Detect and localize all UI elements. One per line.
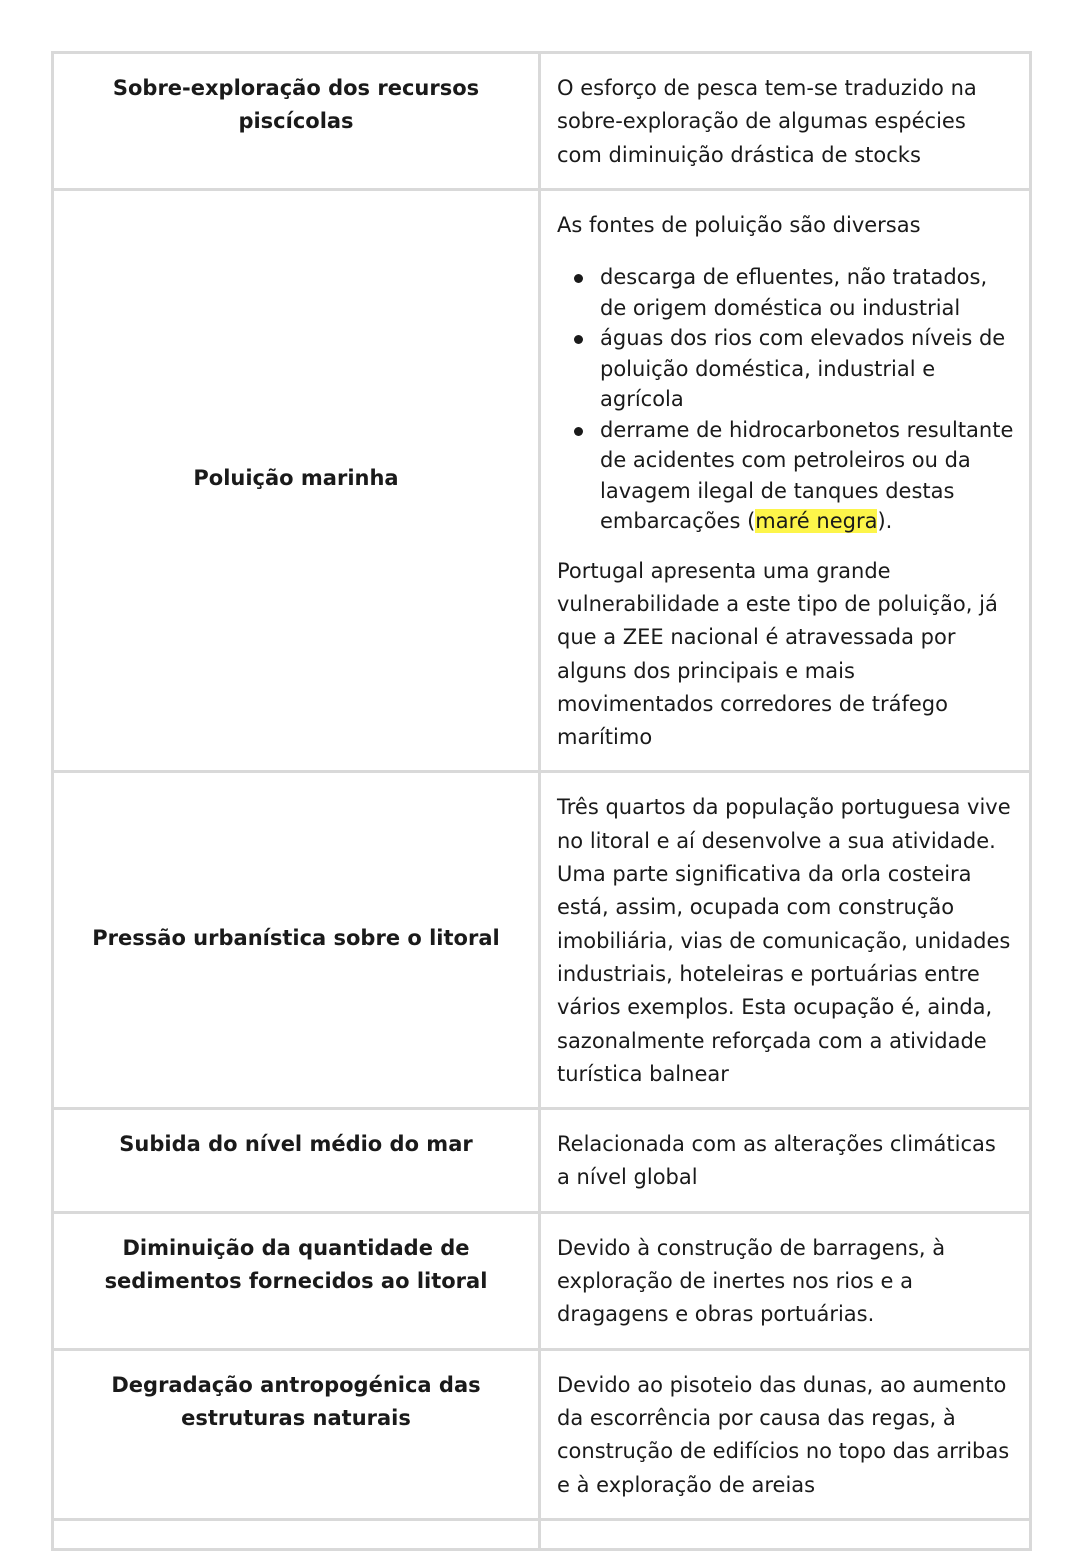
problem-label: Pressão urbanística sobre o litoral bbox=[92, 925, 500, 950]
list-item: descarga de efluentes, não tratados, de origem doméstica ou industrial bbox=[600, 262, 1015, 323]
description-text: O esforço de pesca tem-se traduzido na sobre-exploração de algumas espécies com diminuição drástica de stocks bbox=[557, 76, 977, 167]
table-row bbox=[53, 53, 1031, 190]
description-cell bbox=[540, 53, 1031, 190]
description-text: Relacionada com as alterações climáticas a nível global bbox=[557, 1132, 996, 1190]
pollution-sources-list bbox=[557, 262, 1015, 537]
description-cell bbox=[540, 189, 1031, 772]
problem-cell bbox=[53, 1349, 540, 1519]
description-cell bbox=[540, 1109, 1031, 1213]
description-cell bbox=[540, 772, 1031, 1109]
problem-label: Degradação antropogénica das estruturas naturais bbox=[111, 1372, 481, 1430]
problem-cell bbox=[53, 1109, 540, 1213]
list-item bbox=[600, 415, 1015, 537]
highlighted-term: maré negra bbox=[755, 509, 878, 534]
description-cell bbox=[540, 1349, 1031, 1519]
table-row bbox=[53, 1349, 1031, 1519]
table-row bbox=[53, 1212, 1031, 1349]
problem-cell-empty bbox=[53, 1519, 540, 1549]
description-text: Três quartos da população portuguesa vive no litoral e aí desenvolve a sua atividade. Uma parte significativa da orla costeira está, assim, ocupada com construção imobiliária, vias de comunicação, unidades industriais, hoteleiras e portuárias entre vários exemplos. Esta ocupação é, ainda, sazonalmente reforçada com a atividade turística balnear bbox=[557, 795, 1011, 1086]
list-item-text: derrame de hidrocarbonetos resultante de acidentes com petroleiros ou da lavagem ilegal de tanques destas embarcações ( bbox=[600, 417, 1014, 534]
description-outro: Portugal apresenta uma grande vulnerabilidade a este tipo de poluição, já que a ZEE nacional é atravessada por alguns dos principais e mais movimentados corredores de tráfego marítimo bbox=[557, 558, 998, 750]
problem-cell bbox=[53, 53, 540, 190]
table-row bbox=[53, 1109, 1031, 1213]
problem-cell bbox=[53, 189, 540, 772]
problem-label: Sobre-exploração dos recursos piscícolas bbox=[112, 76, 480, 133]
problem-label: Diminuição da quantidade de sedimentos fornecidos ao litoral bbox=[104, 1235, 488, 1293]
list-item-text-end: ). bbox=[877, 509, 893, 534]
coastal-problems-table bbox=[51, 51, 1032, 1551]
description-text: Devido à construção de barragens, à exploração de inertes nos rios e a dragagens e obras portuárias. bbox=[557, 1235, 946, 1327]
description-cell bbox=[540, 1212, 1031, 1349]
description-intro: As fontes de poluição são diversas bbox=[557, 212, 921, 237]
table-row bbox=[53, 772, 1031, 1109]
problem-cell bbox=[53, 772, 540, 1109]
list-item: águas dos rios com elevados níveis de poluição doméstica, industrial e agrícola bbox=[600, 323, 1015, 415]
description-cell-empty bbox=[540, 1519, 1031, 1549]
table-row bbox=[53, 189, 1031, 772]
description-text: Devido ao pisoteio das dunas, ao aumento da escorrência por causa das regas, à construção de edifícios no topo das arribas e à exploração de areias bbox=[557, 1372, 1010, 1497]
problem-cell bbox=[53, 1212, 540, 1349]
table-row-partial bbox=[53, 1519, 1031, 1549]
problem-label: Poluição marinha bbox=[193, 466, 399, 491]
problem-label: Subida do nível médio do mar bbox=[119, 1132, 473, 1157]
